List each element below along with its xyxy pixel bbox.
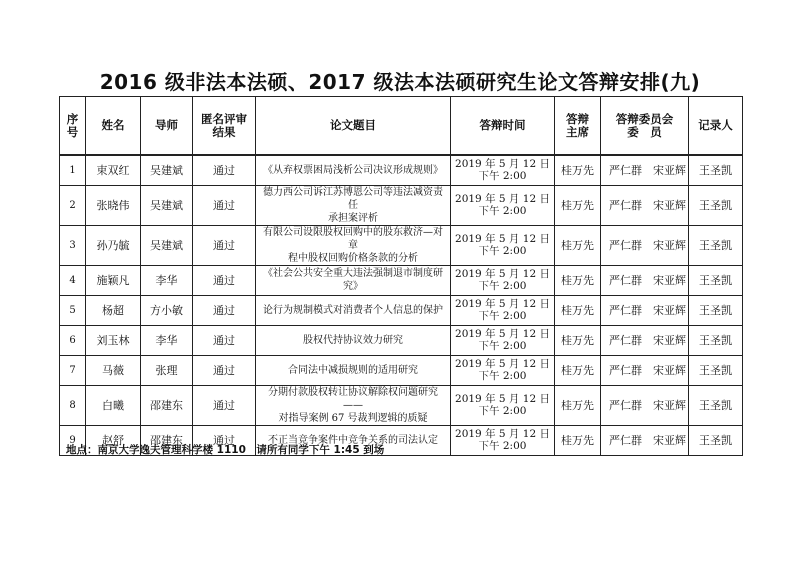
cell-time: 2019 年 5 月 12 日 下午 2:00: [451, 155, 555, 185]
cell-committee: 严仁群 宋亚辉: [601, 425, 689, 455]
cell-topic: 论行为规制模式对消费者个人信息的保护: [256, 295, 451, 325]
cell-name: 白曦: [86, 385, 141, 425]
cell-recorder: 王圣凯: [689, 185, 743, 225]
cell-no: 9: [60, 425, 86, 455]
cell-committee: 严仁群 宋亚辉: [601, 385, 689, 425]
venue-note: 地点：南京大学逸夫管理科学楼 1110 请所有同学下午 1:45 到场: [66, 444, 385, 456]
cell-no: 5: [60, 295, 86, 325]
cell-advisor: 吴建斌: [141, 155, 193, 185]
cell-review: 通过: [193, 225, 256, 265]
cell-advisor: 李华: [141, 265, 193, 295]
header-row: [60, 97, 743, 156]
cell-review: 通过: [193, 185, 256, 225]
cell-chair: 桂万先: [555, 385, 601, 425]
cell-recorder: 王圣凯: [689, 325, 743, 355]
cell-no: 2: [60, 185, 86, 225]
cell-review: 通过: [193, 325, 256, 355]
cell-time: 2019 年 5 月 12 日 下午 2:00: [451, 225, 555, 265]
table-row: [60, 265, 743, 295]
cell-review: 通过: [193, 385, 256, 425]
cell-topic: 分期付款股权转让协议解除权问题研究—— 对指导案例 67 号裁判逻辑的质疑: [256, 385, 451, 425]
cell-chair: 桂万先: [555, 425, 601, 455]
cell-no: 3: [60, 225, 86, 265]
cell-topic: 不正当竞争案件中竞争关系的司法认定: [256, 425, 451, 455]
table-row: [60, 385, 743, 425]
header-chair: 答辩 主席: [555, 97, 601, 156]
cell-committee: 严仁群 宋亚辉: [601, 155, 689, 185]
cell-chair: 桂万先: [555, 265, 601, 295]
cell-topic: 股权代持协议效力研究: [256, 325, 451, 355]
defense-schedule-table: [59, 96, 743, 456]
header-review: 匿名评审 结果: [193, 97, 256, 156]
table-row: [60, 355, 743, 385]
cell-name: 孙乃毓: [86, 225, 141, 265]
cell-no: 6: [60, 325, 86, 355]
cell-name: 施颖凡: [86, 265, 141, 295]
cell-committee: 严仁群 宋亚辉: [601, 355, 689, 385]
header-recorder: 记录人: [689, 97, 743, 156]
cell-time: 2019 年 5 月 12 日 下午 2:00: [451, 265, 555, 295]
cell-topic: 合同法中减损规则的适用研究: [256, 355, 451, 385]
cell-name: 杨超: [86, 295, 141, 325]
cell-advisor: 吴建斌: [141, 185, 193, 225]
table-row: [60, 155, 743, 185]
cell-no: 7: [60, 355, 86, 385]
cell-advisor: 邵建东: [141, 425, 193, 455]
table-row: [60, 295, 743, 325]
cell-name: 马薇: [86, 355, 141, 385]
cell-chair: 桂万先: [555, 225, 601, 265]
cell-review: 通过: [193, 425, 256, 455]
cell-no: 1: [60, 155, 86, 185]
cell-topic: 有限公司设限股权回购中的股东救济—对章 程中股权回购价格条款的分析: [256, 225, 451, 265]
cell-recorder: 王圣凯: [689, 425, 743, 455]
cell-name: 刘玉林: [86, 325, 141, 355]
cell-time: 2019 年 5 月 12 日 下午 2:00: [451, 355, 555, 385]
cell-review: 通过: [193, 295, 256, 325]
cell-review: 通过: [193, 355, 256, 385]
cell-time: 2019 年 5 月 12 日 下午 2:00: [451, 325, 555, 355]
header-topic: 论文题目: [256, 97, 451, 156]
cell-committee: 严仁群 宋亚辉: [601, 325, 689, 355]
header-advisor: 导师: [141, 97, 193, 156]
cell-review: 通过: [193, 155, 256, 185]
cell-topic: 《从弃权票困局浅析公司决议形成规则》: [256, 155, 451, 185]
table-row: [60, 325, 743, 355]
cell-advisor: 李华: [141, 325, 193, 355]
cell-chair: 桂万先: [555, 355, 601, 385]
cell-advisor: 吴建斌: [141, 225, 193, 265]
cell-recorder: 王圣凯: [689, 265, 743, 295]
cell-committee: 严仁群 宋亚辉: [601, 225, 689, 265]
cell-topic: 《社会公共安全重大违法强制退市制度研究》: [256, 265, 451, 295]
cell-committee: 严仁群 宋亚辉: [601, 185, 689, 225]
cell-no: 4: [60, 265, 86, 295]
header-committee: 答辩委员会 委 员: [601, 97, 689, 156]
cell-recorder: 王圣凯: [689, 295, 743, 325]
cell-committee: 严仁群 宋亚辉: [601, 295, 689, 325]
cell-advisor: 邵建东: [141, 385, 193, 425]
cell-time: 2019 年 5 月 12 日 下午 2:00: [451, 185, 555, 225]
cell-time: 2019 年 5 月 12 日 下午 2:00: [451, 385, 555, 425]
table-row: [60, 225, 743, 265]
cell-time: 2019 年 5 月 12 日 下午 2:00: [451, 295, 555, 325]
cell-name: 张晓伟: [86, 185, 141, 225]
cell-topic: 德力西公司诉江苏博恩公司等违法减资责任 承担案评析: [256, 185, 451, 225]
cell-time: 2019 年 5 月 12 日 下午 2:00: [451, 425, 555, 455]
cell-chair: 桂万先: [555, 185, 601, 225]
cell-advisor: 张理: [141, 355, 193, 385]
header-time: 答辩时间: [451, 97, 555, 156]
table-row: [60, 185, 743, 225]
cell-recorder: 王圣凯: [689, 355, 743, 385]
cell-chair: 桂万先: [555, 325, 601, 355]
cell-recorder: 王圣凯: [689, 155, 743, 185]
cell-recorder: 王圣凯: [689, 225, 743, 265]
cell-chair: 桂万先: [555, 295, 601, 325]
header-name: 姓名: [86, 97, 141, 156]
cell-recorder: 王圣凯: [689, 385, 743, 425]
cell-name: 赵舒: [86, 425, 141, 455]
cell-advisor: 方小敏: [141, 295, 193, 325]
cell-chair: 桂万先: [555, 155, 601, 185]
cell-committee: 严仁群 宋亚辉: [601, 265, 689, 295]
cell-name: 束双红: [86, 155, 141, 185]
page-title: 2016 级非法本法硕、2017 级法本法硕研究生论文答辩安排(九): [99, 70, 701, 94]
header-no: 序 号: [60, 97, 86, 156]
cell-review: 通过: [193, 265, 256, 295]
cell-no: 8: [60, 385, 86, 425]
